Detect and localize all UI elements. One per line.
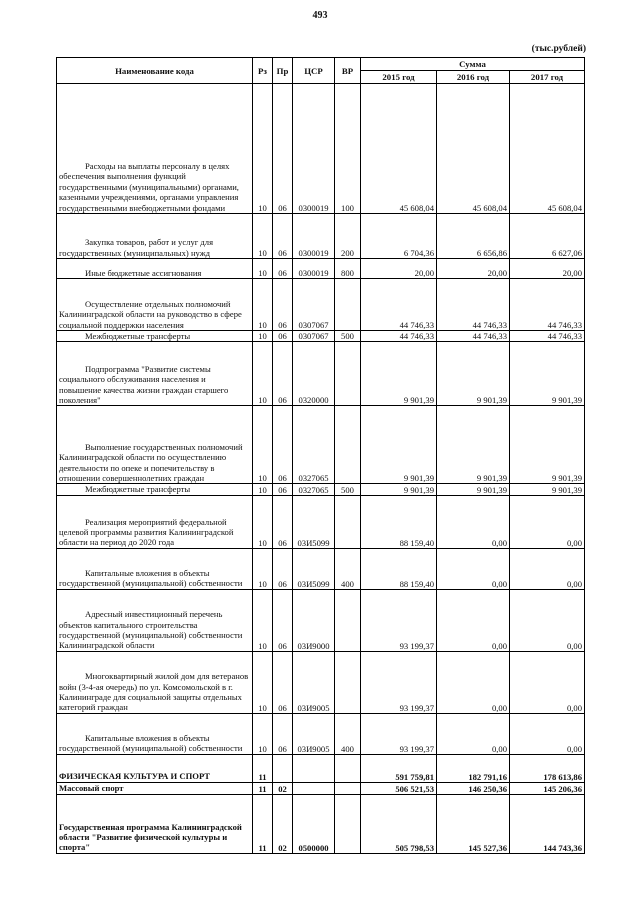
row-vr: 800 — [335, 259, 361, 279]
row-vr: 200 — [335, 214, 361, 259]
row-csr: 03И9005 — [293, 713, 335, 754]
row-2016: 44 746,33 — [437, 331, 510, 342]
row-2017: 144 743,36 — [510, 794, 585, 853]
row-pr: 02 — [273, 794, 293, 853]
row-pr: 06 — [273, 331, 293, 342]
row-rz: 10 — [253, 342, 273, 406]
row-name-text: Межбюджетные трансферты — [85, 331, 191, 341]
row-rz: 10 — [253, 589, 273, 651]
row-name — [57, 484, 253, 495]
row-vr — [335, 794, 361, 853]
row-csr: 0307067 — [293, 279, 335, 331]
row-rz: 10 — [253, 495, 273, 548]
row-rz: 10 — [253, 279, 273, 331]
table-row — [57, 84, 585, 214]
row-csr: 03И5099 — [293, 548, 335, 589]
row-csr: 03И9000 — [293, 589, 335, 651]
row-name — [57, 342, 253, 406]
row-2015: 591 759,81 — [361, 754, 437, 782]
budget-table — [56, 57, 585, 854]
row-2015: 45 608,04 — [361, 84, 437, 214]
table-row — [57, 794, 585, 853]
row-rz: 10 — [253, 713, 273, 754]
row-csr: 0327065 — [293, 406, 335, 484]
row-rz: 10 — [253, 259, 273, 279]
table-row — [57, 279, 585, 331]
row-name-text: Выполнение государственных полномочий Калининградской области по осуществлению деятельности по опеке и попечительству в отношении совершеннолетних граждан — [59, 441, 243, 483]
row-name — [57, 406, 253, 484]
row-2016: 145 527,36 — [437, 794, 510, 853]
row-2015: 44 746,33 — [361, 331, 437, 342]
row-2015: 9 901,39 — [361, 342, 437, 406]
row-vr — [335, 782, 361, 794]
row-2017: 145 206,36 — [510, 782, 585, 794]
row-2015: 6 704,36 — [361, 214, 437, 259]
row-2016: 9 901,39 — [437, 406, 510, 484]
row-vr — [335, 406, 361, 484]
row-2016: 0,00 — [437, 589, 510, 651]
row-name-text: Закупка товаров, работ и услуг для государственных (муниципальных) нужд — [59, 237, 214, 258]
row-2016: 6 656,86 — [437, 214, 510, 259]
row-2016: 0,00 — [437, 495, 510, 548]
row-2015: 93 199,37 — [361, 651, 437, 713]
row-2016: 0,00 — [437, 548, 510, 589]
row-name — [57, 589, 253, 651]
row-csr: 0300019 — [293, 214, 335, 259]
row-rz: 11 — [253, 754, 273, 782]
row-name — [57, 84, 253, 214]
row-2016: 9 901,39 — [437, 484, 510, 495]
row-2017: 0,00 — [510, 548, 585, 589]
row-name — [57, 279, 253, 331]
row-2015: 93 199,37 — [361, 589, 437, 651]
row-vr — [335, 279, 361, 331]
row-2015: 9 901,39 — [361, 484, 437, 495]
row-2017: 9 901,39 — [510, 406, 585, 484]
row-vr: 500 — [335, 484, 361, 495]
row-rz: 10 — [253, 484, 273, 495]
row-rz: 10 — [253, 331, 273, 342]
row-2015: 506 521,53 — [361, 782, 437, 794]
row-2016: 0,00 — [437, 651, 510, 713]
table-row — [57, 342, 585, 406]
row-rz: 11 — [253, 782, 273, 794]
row-vr — [335, 342, 361, 406]
table-row — [57, 713, 585, 754]
row-2016: 20,00 — [437, 259, 510, 279]
row-rz: 10 — [253, 651, 273, 713]
row-pr: 06 — [273, 713, 293, 754]
table-row — [57, 651, 585, 713]
table-row — [57, 484, 585, 495]
row-pr: 06 — [273, 279, 293, 331]
row-2016: 9 901,39 — [437, 342, 510, 406]
row-2015: 9 901,39 — [361, 406, 437, 484]
row-vr: 400 — [335, 713, 361, 754]
row-name-text: Капитальные вложения в объекты государственной (муниципальной) собственности — [59, 568, 243, 589]
header-2017: 2017 год — [510, 71, 585, 84]
row-pr: 06 — [273, 214, 293, 259]
row-rz: 10 — [253, 406, 273, 484]
table-body — [57, 84, 585, 854]
row-vr — [335, 754, 361, 782]
table-row — [57, 589, 585, 651]
table-row — [57, 782, 585, 794]
row-pr: 06 — [273, 84, 293, 214]
row-rz: 10 — [253, 548, 273, 589]
row-name — [57, 548, 253, 589]
row-csr: 0320000 — [293, 342, 335, 406]
row-name-text: Подпрограмма "Развитие системы социального обслуживания населения и повышение качества жизни граждан старшего поколения" — [59, 363, 229, 405]
header-sum: Сумма — [361, 58, 585, 71]
row-2015: 505 798,53 — [361, 794, 437, 853]
row-rz: 10 — [253, 214, 273, 259]
row-2017: 44 746,33 — [510, 279, 585, 331]
header-name: Наименование кода — [57, 58, 253, 84]
header-csr: ЦСР — [293, 58, 335, 84]
row-2017: 0,00 — [510, 651, 585, 713]
row-2015: 88 159,40 — [361, 548, 437, 589]
row-2017: 6 627,06 — [510, 214, 585, 259]
row-name-text: Многоквартирный жилой дом для ветеранов войн (3-4-ая очередь) по ул. Комсомольской в г. Калининграде для социальной защиты отдельных категорий граждан — [59, 671, 249, 713]
row-2017: 9 901,39 — [510, 342, 585, 406]
row-name: Массовый спорт — [57, 782, 253, 794]
header-rz: Рз — [253, 58, 273, 84]
row-csr — [293, 754, 335, 782]
table-row — [57, 495, 585, 548]
row-2015: 20,00 — [361, 259, 437, 279]
row-2015: 93 199,37 — [361, 713, 437, 754]
row-csr: 03И9005 — [293, 651, 335, 713]
table-row — [57, 406, 585, 484]
row-rz: 10 — [253, 84, 273, 214]
header-pr: Пр — [273, 58, 293, 84]
row-2017: 9 901,39 — [510, 484, 585, 495]
row-2017: 0,00 — [510, 589, 585, 651]
row-name-text: Адресный инвестиционный перечень объектов капитального строительства государственной (муниципальной) собственности Калининградской области — [59, 609, 243, 651]
row-2016: 0,00 — [437, 713, 510, 754]
row-pr: 06 — [273, 406, 293, 484]
row-vr — [335, 495, 361, 548]
table-header — [57, 58, 585, 84]
row-vr — [335, 651, 361, 713]
row-pr: 06 — [273, 548, 293, 589]
row-2015: 88 159,40 — [361, 495, 437, 548]
table-row — [57, 548, 585, 589]
table-row — [57, 259, 585, 279]
row-name — [57, 495, 253, 548]
row-csr: 0300019 — [293, 84, 335, 214]
row-name — [57, 713, 253, 754]
row-name — [57, 331, 253, 342]
row-csr: 0327065 — [293, 484, 335, 495]
row-csr — [293, 782, 335, 794]
row-name-text: Межбюджетные трансферты — [85, 484, 191, 495]
row-vr: 500 — [335, 331, 361, 342]
row-2017: 45 608,04 — [510, 84, 585, 214]
page-number: 493 — [312, 10, 328, 21]
row-2016: 146 250,36 — [437, 782, 510, 794]
table-row — [57, 214, 585, 259]
row-rz: 11 — [253, 794, 273, 853]
table-row — [57, 331, 585, 342]
header-2016: 2016 год — [437, 71, 510, 84]
row-name: Государственная программа Калининградской области "Развитие физической культуры и спорта" — [57, 794, 253, 853]
row-pr — [273, 754, 293, 782]
row-2016: 44 746,33 — [437, 279, 510, 331]
row-name-text: Реализация мероприятий федеральной целевой программы развития Калининградской области на период до 2020 года — [59, 516, 234, 548]
row-csr: 0300019 — [293, 259, 335, 279]
row-vr: 400 — [335, 548, 361, 589]
row-name-text: Иные бюджетные ассигнования — [85, 267, 202, 278]
row-pr: 06 — [273, 342, 293, 406]
row-name: ФИЗИЧЕСКАЯ КУЛЬТУРА И СПОРТ — [57, 754, 253, 782]
units-label: (тыс.рублей) — [531, 44, 586, 54]
row-2016: 45 608,04 — [437, 84, 510, 214]
header-2015: 2015 год — [361, 71, 437, 84]
row-name-text: Осуществление отдельных полномочий Калининградской области на руководство в сфере социальной поддержки населения — [59, 298, 242, 330]
row-pr: 06 — [273, 484, 293, 495]
row-vr: 100 — [335, 84, 361, 214]
row-csr: 0307067 — [293, 331, 335, 342]
row-2017: 44 746,33 — [510, 331, 585, 342]
row-csr: 03И5099 — [293, 495, 335, 548]
row-2017: 0,00 — [510, 713, 585, 754]
row-2017: 0,00 — [510, 495, 585, 548]
row-pr: 06 — [273, 495, 293, 548]
row-2017: 178 613,86 — [510, 754, 585, 782]
row-2016: 182 791,16 — [437, 754, 510, 782]
row-name — [57, 214, 253, 259]
row-csr: 0500000 — [293, 794, 335, 853]
header-vr: ВР — [335, 58, 361, 84]
table-row — [57, 754, 585, 782]
row-name-text: Расходы на выплаты персоналу в целях обеспечения выполнения функций государственными (муниципальными) органами, казенными учреждениями, органами управления государственными внебюджетными фондами — [59, 160, 239, 213]
row-pr: 06 — [273, 589, 293, 651]
row-name-text: Капитальные вложения в объекты государственной (муниципальной) собственности — [59, 733, 243, 754]
row-pr: 06 — [273, 651, 293, 713]
row-name — [57, 651, 253, 713]
row-pr: 06 — [273, 259, 293, 279]
row-pr: 02 — [273, 782, 293, 794]
row-name — [57, 259, 253, 279]
row-vr — [335, 589, 361, 651]
row-2017: 20,00 — [510, 259, 585, 279]
row-2015: 44 746,33 — [361, 279, 437, 331]
